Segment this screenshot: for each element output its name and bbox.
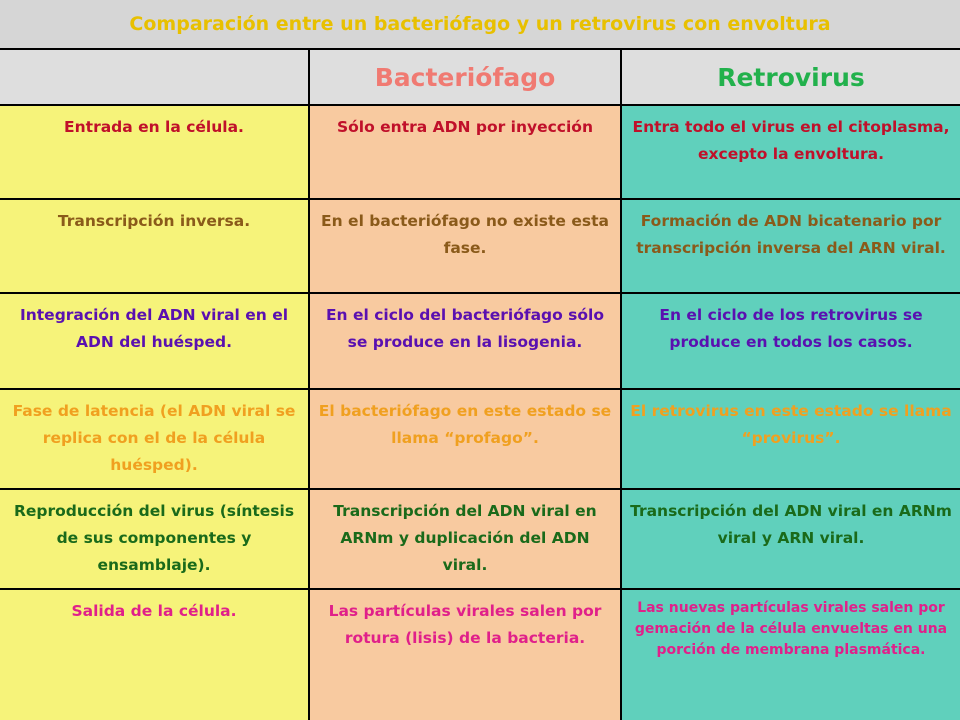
header-empty xyxy=(0,50,308,104)
row-5-bacteriofago: Transcripción del ADN viral en ARNm y duplicación del ADN viral. xyxy=(310,490,620,588)
row-1-feature: Entrada en la célula. xyxy=(0,106,308,198)
row-6-retrovirus: Las nuevas partículas virales salen por gemación de la célula envueltas en una porción de membrana plasmática. xyxy=(622,590,960,720)
row-4-retrovirus: El retrovirus en este estado se llama “provirus”. xyxy=(622,390,960,488)
row-6-feature: Salida de la célula. xyxy=(0,590,308,720)
row-1-retrovirus: Entra todo el virus en el citoplasma, excepto la envoltura. xyxy=(622,106,960,198)
row-3-bacteriofago: En el ciclo del bacteriófago sólo se produce en la lisogenia. xyxy=(310,294,620,388)
row-3-retrovirus: En el ciclo de los retrovirus se produce en todos los casos. xyxy=(622,294,960,388)
row-3-feature: Integración del ADN viral en el ADN del huésped. xyxy=(0,294,308,388)
row-6-bacteriofago: Las partículas virales salen por rotura (lisis) de la bacteria. xyxy=(310,590,620,720)
table-title: Comparación entre un bacteriófago y un retrovirus con envoltura xyxy=(0,0,960,48)
row-4-feature: Fase de latencia (el ADN viral se replica con el de la célula huésped). xyxy=(0,390,308,488)
row-1-bacteriofago: Sólo entra ADN por inyección xyxy=(310,106,620,198)
row-5-retrovirus: Transcripción del ADN viral en ARNm viral y ARN viral. xyxy=(622,490,960,588)
header-retrovirus: Retrovirus xyxy=(622,50,960,104)
row-5-feature: Reproducción del virus (síntesis de sus componentes y ensamblaje). xyxy=(0,490,308,588)
row-2-retrovirus: Formación de ADN bicatenario por transcripción inversa del ARN viral. xyxy=(622,200,960,292)
row-4-bacteriofago: El bacteriófago en este estado se llama “profago”. xyxy=(310,390,620,488)
row-2-feature: Transcripción inversa. xyxy=(0,200,308,292)
row-2-bacteriofago: En el bacteriófago no existe esta fase. xyxy=(310,200,620,292)
header-bacteriofago: Bacteriófago xyxy=(310,50,620,104)
